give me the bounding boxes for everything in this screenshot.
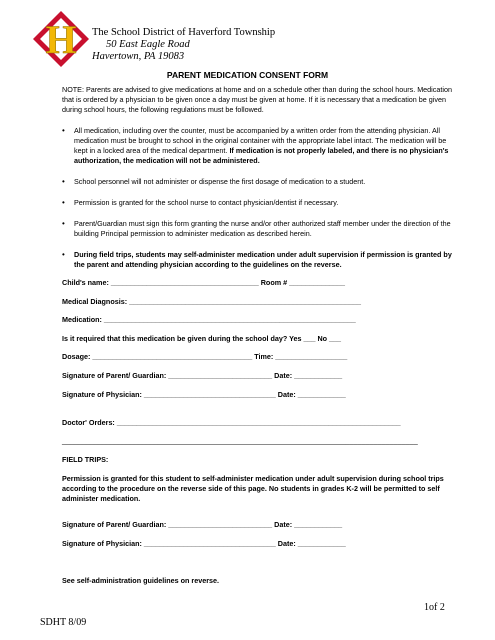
diagnosis-field[interactable]: Medical Diagnosis: __________________________________________________________ (62, 297, 361, 306)
list-item: • Permission is granted for the school nurse to contact physician/dentist if necessary. (62, 198, 454, 208)
medication-field[interactable]: Medication: _______________________________________________________________ (62, 315, 356, 324)
field-trips-text: Permission is granted for this student to self-administer medication under adult supervision during school trips according to the procedure on the reverse side of this page. No students in grades K-2 will be permitted to self administer medication. (62, 474, 444, 503)
district-name: The School District of Haverford Township (92, 27, 276, 38)
field-trips-parent-signature[interactable]: Signature of Parent/ Guardian: __________________________ Date: ____________ (62, 520, 343, 529)
list-item: • School personnel will not administer or dispense the first dosage of medication to a student. (62, 177, 454, 187)
list-item: • Parent/Guardian must sign this form granting the nurse and/or other authorized staff member under the direction of the building Principal permission to administer medication as described herein. (62, 219, 454, 239)
district-logo (32, 10, 90, 68)
field-trips-physician-signature[interactable]: Signature of Physician: _________________________________ Date: ____________ (62, 539, 346, 548)
doctor-orders-line[interactable]: _________________________________________________________________________________________ (62, 436, 418, 445)
page-number: 1of 2 (424, 602, 445, 613)
doctor-orders-field[interactable]: Doctor' Orders: _______________________________________________________________________ (62, 418, 401, 427)
physician-signature-field[interactable]: Signature of Physician: _________________________________ Date: ____________ (62, 390, 346, 399)
regulations-list (62, 126, 454, 281)
child-name-field[interactable]: Child's name: _____________________________________ Room # ______________ (62, 278, 346, 287)
dosage-field[interactable]: Dosage: ________________________________________ Time: __________________ (62, 352, 348, 361)
note-paragraph: NOTE: Parents are advised to give medications at home and on a schedule other than during the school hours. Medication that is ordered by a physician to be given once a day must be given at home. If it is necessary that a medication be given during school hours, the following regulations must be followed. (62, 85, 452, 114)
form-title: PARENT MEDICATION CONSENT FORM (166, 70, 329, 80)
field-trips-heading: FIELD TRIPS: (62, 455, 109, 464)
district-city: Havertown, PA 19083 (92, 51, 185, 62)
see-reverse-note: See self-administration guidelines on reverse. (62, 576, 219, 585)
district-street: 50 East Eagle Road (106, 39, 190, 50)
form-code: SDHT 8/09 (40, 617, 87, 628)
school-day-question[interactable]: Is it required that this medication be given during the school day? Yes ___ No ___ (62, 334, 342, 343)
list-item: • All medication, including over the counter, must be accompanied by a written order from the attending physician. All medication must be brought to school in the original container with the appropriate label intact. The medication will be kept in a locked area of the medical department. If medication is not properly labeled, and there is no physician's authorization, the medication will not be administered. (62, 126, 454, 166)
logo-letter: H (45, 17, 77, 62)
parent-signature-field[interactable]: Signature of Parent/ Guardian: __________________________ Date: ____________ (62, 371, 343, 380)
list-item: • During field trips, students may self-administer medication under adult supervision if permission is granted by the parent and attending physician according to the guidelines on the reverse. (62, 250, 454, 270)
